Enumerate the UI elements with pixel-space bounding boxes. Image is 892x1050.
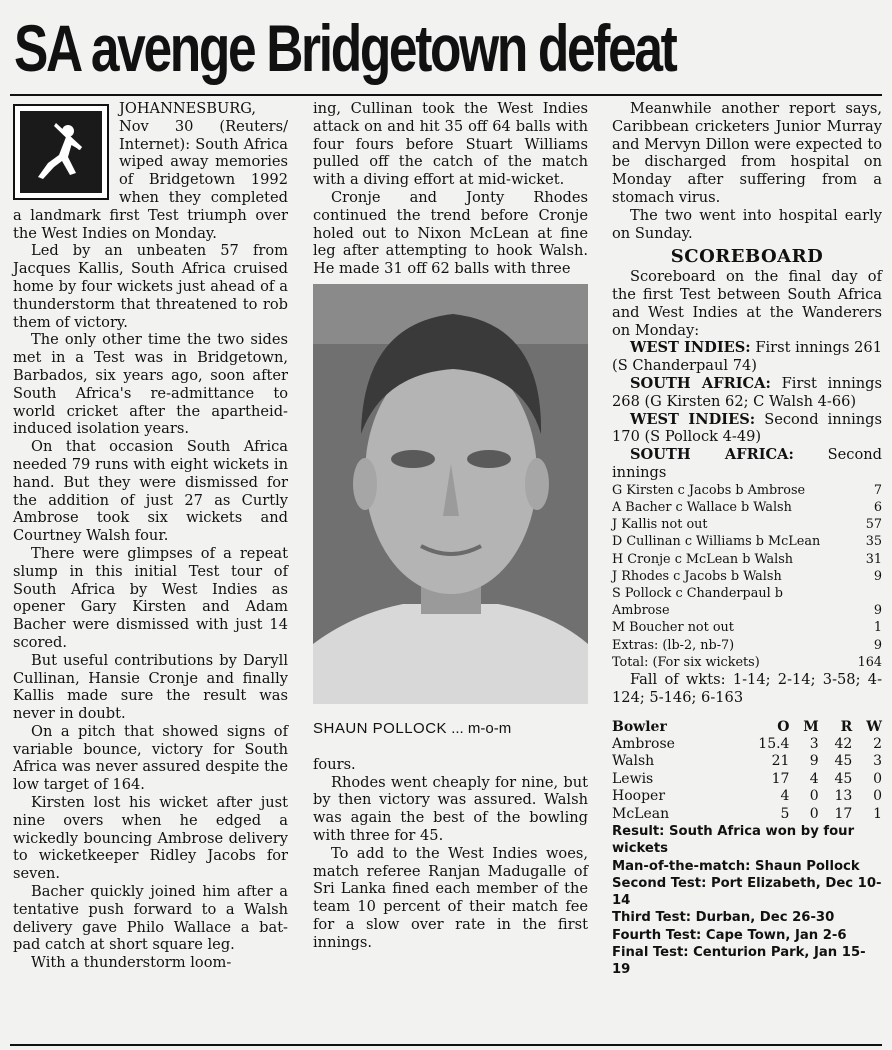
article-paragraph: On a pitch that showed signs of variable bounce, victory for South Africa was never assured despite the low target of 164. xyxy=(13,722,288,794)
article-paragraph: ing, Cullinan took the West Indies attack on and hit 35 off 64 balls with four fours before Stuart Williams pulled off the catch of the match with a diving effort at mid-wicket. xyxy=(313,100,588,189)
photo-caption xyxy=(313,720,588,738)
scoreboard-intro: Scoreboard on the final day of the first Test between South Africa and West Indies at the Wanderers on Monday: xyxy=(612,268,882,339)
article-paragraph: The two went into hospital early on Sunday. xyxy=(612,206,882,242)
article-paragraph: Meanwhile another report says, Caribbean cricketers Junior Murray and Mervyn Dillon were expected to be discharged from hospital on Monday after suffering from a stomach virus. xyxy=(612,100,882,206)
batting-card xyxy=(612,482,882,671)
article-paragraph: Led by an unbeaten 57 from Jacques Kallis, South Africa cruised home by four wickets just ahead of a thunderstorm that threatened to rob them of victory. xyxy=(13,242,288,331)
article-paragraph: Bacher quickly joined him after a tentative push forward to a Walsh delivery gave Philo Wallace a bat-pad catch at short square leg. xyxy=(13,883,288,954)
article-paragraph: Kirsten lost his wicket after just nine overs when he edged a wickedly bouncing Ambrose delivery to wicketkeeper Ridley Jacobs for seven. xyxy=(13,794,288,883)
article-paragraph: With a thunderstorm loom- xyxy=(31,954,232,972)
article-paragraph: Rhodes went cheaply for nine, but by then victory was assured. Walsh was again the best of the bowling with three for 45. xyxy=(313,773,588,844)
batting-row: M Boucher not out 1 xyxy=(612,620,882,636)
match-result: Result: South Africa won by four wickets xyxy=(612,824,855,857)
article-paragraph: There were glimpses of a repeat slump in this initial Test tour of South Africa by West Indies as opener Gary Kirsten and Adam Bacher were dismissed with just 14 scored. xyxy=(13,544,288,651)
innings-summary: WEST INDIES: Second innings 170 (S Pollock 4-49) xyxy=(612,410,882,446)
portrait-photo xyxy=(313,284,588,704)
fall-of-wickets: Fall of wkts: 1-14; 2-14; 3-58; 4-124; 5-146; 6-163 xyxy=(612,670,882,706)
batting-row: J Kallis not out 57 xyxy=(612,517,882,533)
scoreboard-title: SCOREBOARD xyxy=(670,246,824,268)
cricket-logo xyxy=(13,104,109,200)
article-lead: JOHANNESBURG, Nov 30 (Reuters/ Internet): South Africa wiped away memories of Bridgetown 1992 when they completed a landmark first Test triumph over the West Indies on Monday. xyxy=(13,100,288,242)
article-paragraph: fours. xyxy=(313,755,356,773)
caption-name: SHAUN POLLOCK xyxy=(313,719,448,737)
batting-row: G Kirsten c Jacobs b Ambrose 7 xyxy=(612,482,882,498)
top-rule xyxy=(10,94,882,96)
fixture-final-test: Final Test: Centurion Park, Jan 15-19 xyxy=(612,945,866,978)
man-of-the-match: Man-of-the-match: Shaun Pollock xyxy=(612,858,860,874)
article-paragraph: But useful contributions by Daryll Cullinan, Hansie Cronje and finally Kallis made sure the result was never in doubt. xyxy=(13,651,288,723)
bottom-rule xyxy=(10,1044,882,1046)
table-row: Ambrose 15.4 3 42 2 xyxy=(612,735,882,752)
batting-row: J Rhodes c Jacobs b Walsh 9 xyxy=(612,568,882,584)
batting-row: D Cullinan c Williams b McLean 35 xyxy=(612,534,882,550)
batting-row: Ambrose 9 xyxy=(612,603,882,619)
fixture-third-test: Third Test: Durban, Dec 26-30 xyxy=(612,910,835,926)
batting-row: A Bacher c Wallace b Walsh 6 xyxy=(612,499,882,515)
fixture-second-test: Second Test: Port Elizabeth, Dec 10-14 xyxy=(612,875,882,909)
batting-row: Extras: (lb-2, nb-7) 9 xyxy=(612,637,882,653)
batting-row: H Cronje c McLean b Walsh 31 xyxy=(612,551,882,567)
table-row: Lewis 17 4 45 0 xyxy=(612,770,882,787)
caption-text: ... m-o-m xyxy=(447,719,512,737)
column-2 xyxy=(313,100,588,952)
innings-summary: WEST INDIES: First innings 261 (S Chanderpaul 74) xyxy=(612,339,882,375)
article-paragraph: To add to the West Indies woes, match referee Ranjan Madugalle of Sri Lanka fined each member of the team 10 percent of their match fee for a slow over rate in the first innings. xyxy=(313,844,588,951)
fixture-fourth-test: Fourth Test: Cape Town, Jan 2-6 xyxy=(612,927,847,943)
table-row: Walsh 21 9 45 3 xyxy=(612,753,882,770)
article-paragraph: The only other time the two sides met in a Test was in Bridgetown, Barbados, six years ago, soon after South Africa's re-admittance to world cricket after the apartheid-induced isolation years. xyxy=(13,331,288,438)
table-header: Bowler O M R W xyxy=(612,718,882,735)
column-1 xyxy=(13,100,288,972)
table-row: McLean 5 0 17 1 xyxy=(612,805,882,822)
headline: SA avenge Bridgetown defeat xyxy=(14,11,676,85)
innings-summary: SOUTH AFRICA: First innings 268 (G Kirsten 62; C Walsh 4-66) xyxy=(612,374,882,410)
portrait-illustration xyxy=(313,284,588,704)
column-3 xyxy=(612,100,882,979)
batting-row: S Pollock c Chanderpaul b xyxy=(612,585,783,601)
batting-row: Total: (For six wickets) 164 xyxy=(612,654,882,670)
bowling-table xyxy=(612,719,882,823)
innings-summary: SOUTH AFRICA: Second innings xyxy=(612,446,882,481)
cricket-batsman-icon xyxy=(26,117,96,187)
table-row: Hooper 4 0 13 0 xyxy=(612,788,882,805)
article-paragraph: On that occasion South Africa needed 79 runs with eight wickets in hand. But they were dismissed for the addition of just 27 as Curtly Ambrose took six wickets and Courtney Walsh four. xyxy=(13,438,288,545)
article-paragraph: Cronje and Jonty Rhodes continued the trend before Cronje holed out to Nixon McLean at fine leg after attempting to hook Walsh. He made 31 off 62 balls with three xyxy=(313,188,588,278)
